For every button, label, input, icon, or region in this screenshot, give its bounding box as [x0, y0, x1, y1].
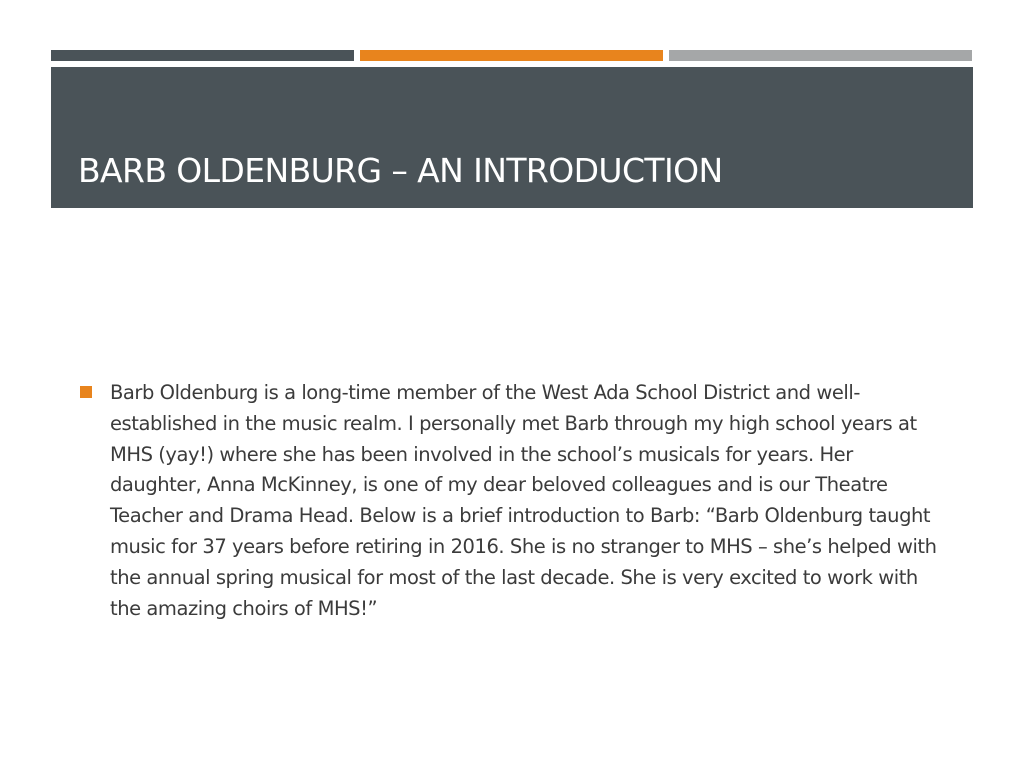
- content-area: [80, 378, 960, 624]
- bullet-item: [80, 378, 960, 624]
- title-band: [51, 67, 973, 208]
- accent-bar-orange: [360, 50, 663, 61]
- accent-bar-dark: [51, 50, 354, 61]
- slide-title: BARB OLDENBURG – AN INTRODUCTION: [78, 151, 723, 190]
- bullet-text: Barb Oldenburg is a long-time member of the West Ada School District and well-established in the music realm. I personally met Barb through my high school years at MHS (yay!) where she has been involved in the school’s musicals for years. Her daughter, Anna McKinney, is one of my dear beloved colleagues and is our Theatre Teacher and Drama Head. Below is a brief introduction to Barb: “Barb Oldenburg taught music for 37 years before retiring in 2016. She is no stranger to MHS – she’s helped with the annual spring musical for most of the last decade. She is very excited to work with the amazing choirs of MHS!”: [110, 381, 937, 620]
- accent-bar-gray: [669, 50, 972, 61]
- square-bullet-icon: [80, 386, 92, 398]
